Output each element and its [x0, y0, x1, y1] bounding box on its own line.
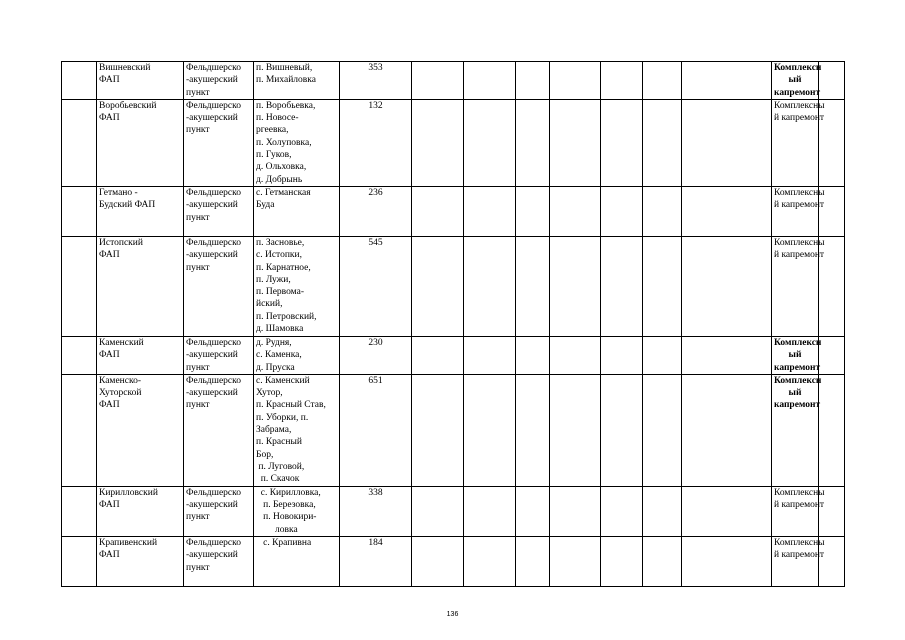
empty-cell — [464, 486, 516, 536]
empty-cell — [516, 374, 550, 486]
empty-cell — [516, 236, 550, 336]
index-cell — [62, 486, 97, 536]
empty-cell — [516, 537, 550, 587]
villages-cell — [254, 62, 340, 100]
page-number: 136 — [446, 611, 459, 618]
facility-type-cell-text: Фельдшерско -акушерский пункт — [186, 337, 242, 373]
empty-cell — [464, 336, 516, 374]
empty-cell — [464, 99, 516, 186]
work-type-cell-text: Комплексн ый капремонт — [774, 337, 822, 373]
empty-cell — [516, 486, 550, 536]
empty-cell — [601, 336, 643, 374]
table-row — [62, 374, 845, 486]
empty-cell — [643, 236, 682, 336]
population-cell — [340, 486, 412, 536]
empty-cell — [643, 336, 682, 374]
villages-cell-text: п. Воробьевка, п. Новосе- ргеевка, п. Холуповка, п. Гуков, д. Ольховка, д. Добрынь — [256, 100, 316, 185]
facility-type-cell — [184, 99, 254, 186]
empty-cell — [412, 186, 464, 236]
empty-cell — [643, 374, 682, 486]
empty-cell — [819, 336, 845, 374]
table-row — [62, 99, 845, 186]
empty-cell — [550, 374, 601, 486]
population-cell-text: 132 — [368, 100, 383, 111]
empty-cell — [412, 62, 464, 100]
villages-cell-text: д. Рудня, с. Каменка, д. Пруска — [256, 337, 302, 373]
empty-cell — [682, 336, 772, 374]
facility-type-cell-text: Фельдшерско -акушерский пункт — [186, 187, 242, 223]
population-cell — [340, 236, 412, 336]
empty-cell — [643, 186, 682, 236]
index-cell — [62, 186, 97, 236]
empty-cell — [550, 336, 601, 374]
facility-type-cell — [184, 236, 254, 336]
empty-cell — [516, 336, 550, 374]
facility-name-cell-text: Гетмано - Будский ФАП — [99, 187, 156, 211]
facility-type-cell — [184, 62, 254, 100]
villages-cell-text: п. Засновье, с. Истопки, п. Карнатное, п. Лужи, п. Первома- йский, п. Петровский, д. Шамовка — [256, 237, 317, 335]
villages-cell — [254, 99, 340, 186]
villages-cell — [254, 486, 340, 536]
work-type-cell-text: Комплексны й капремонт — [774, 187, 825, 211]
empty-cell — [601, 374, 643, 486]
population-cell-text: 236 — [368, 187, 383, 198]
facility-name-cell — [97, 236, 184, 336]
empty-cell — [412, 99, 464, 186]
facility-type-cell — [184, 186, 254, 236]
facility-type-cell — [184, 374, 254, 486]
empty-cell — [412, 486, 464, 536]
work-type-cell-text: Комплексн ый капремонт — [774, 375, 822, 411]
population-cell — [340, 186, 412, 236]
villages-cell — [254, 374, 340, 486]
fap-table — [61, 61, 845, 587]
empty-cell — [550, 99, 601, 186]
work-type-cell — [772, 62, 822, 100]
index-cell — [62, 236, 97, 336]
villages-cell-text: с. Каменский Хутор, п. Красный Став, п. Уборки, п. Забрама, п. Красный Бор, п. Луговой, п. Скачок — [256, 375, 326, 485]
empty-cell — [550, 486, 601, 536]
population-cell — [340, 374, 412, 486]
table-row — [62, 486, 845, 536]
facility-type-cell-text: Фельдшерско -акушерский пункт — [186, 487, 242, 523]
work-type-cell — [772, 236, 825, 336]
villages-cell — [254, 537, 340, 587]
index-cell — [62, 99, 97, 186]
empty-cell — [682, 486, 772, 536]
population-cell-text: 353 — [368, 63, 383, 73]
empty-cell — [516, 99, 550, 186]
table-row — [62, 62, 845, 100]
work-type-cell — [772, 186, 825, 236]
table-row — [62, 537, 845, 587]
work-type-cell — [772, 537, 825, 587]
facility-type-cell — [184, 486, 254, 536]
facility-name-cell — [97, 336, 184, 374]
empty-cell — [682, 62, 772, 100]
work-type-cell — [772, 374, 822, 486]
population-cell-text: 338 — [368, 487, 383, 498]
empty-cell — [601, 186, 643, 236]
facility-name-cell-text: Вишневский ФАП — [99, 63, 151, 86]
facility-name-cell — [97, 374, 184, 486]
empty-cell — [819, 62, 845, 100]
table-row — [62, 236, 845, 336]
empty-cell — [412, 336, 464, 374]
empty-cell — [464, 186, 516, 236]
empty-cell — [412, 374, 464, 486]
empty-cell — [601, 99, 643, 186]
facility-name-cell — [97, 99, 184, 186]
villages-cell — [254, 336, 340, 374]
empty-cell — [550, 62, 601, 100]
empty-cell — [464, 537, 516, 587]
facility-name-cell-text: Истопский ФАП — [99, 237, 143, 261]
work-type-cell — [772, 99, 825, 186]
empty-cell — [643, 486, 682, 536]
work-type-cell-text: Комплексн ый капремонт — [774, 63, 822, 98]
villages-cell-text: с. Крапивна — [256, 538, 312, 549]
population-cell-text: 184 — [368, 538, 383, 549]
empty-cell — [550, 186, 601, 236]
facility-name-cell-text: Кирилловский ФАП — [99, 487, 158, 511]
facility-name-cell — [97, 537, 184, 587]
table-row — [62, 336, 845, 374]
index-cell — [62, 336, 97, 374]
empty-cell — [464, 62, 516, 100]
villages-cell-text: п. Вишневый, п. Михайловка — [256, 63, 316, 86]
facility-name-cell-text: Каменско- Хуторской ФАП — [99, 375, 142, 411]
facility-name-cell-text: Каменский ФАП — [99, 337, 144, 361]
population-cell-text: 545 — [368, 237, 383, 248]
empty-cell — [516, 62, 550, 100]
empty-cell — [516, 186, 550, 236]
empty-cell — [643, 537, 682, 587]
index-cell — [62, 537, 97, 587]
empty-cell — [412, 537, 464, 587]
villages-cell-text: с. Кирилловка, п. Березовка, п. Новокири- ловка — [260, 487, 321, 535]
villages-cell-text: с. Гетманская Буда — [256, 187, 311, 211]
empty-cell — [643, 62, 682, 100]
facility-name-cell-text: Воробьевский ФАП — [99, 100, 157, 124]
population-cell-text: 230 — [368, 337, 383, 348]
facility-type-cell-text: Фельдшерско -акушерский пункт — [186, 63, 242, 98]
facility-type-cell-text: Фельдшерско -акушерский пункт — [186, 100, 242, 136]
empty-cell — [682, 374, 772, 486]
facility-name-cell — [97, 186, 184, 236]
facility-type-cell — [184, 537, 254, 587]
empty-cell — [550, 537, 601, 587]
empty-cell — [550, 236, 601, 336]
empty-cell — [682, 186, 772, 236]
facility-type-cell — [184, 336, 254, 374]
villages-cell — [254, 236, 340, 336]
empty-cell — [601, 537, 643, 587]
empty-cell — [682, 236, 772, 336]
empty-cell — [601, 236, 643, 336]
empty-cell — [601, 486, 643, 536]
index-cell — [62, 374, 97, 486]
work-type-cell-text: Комплексны й капремонт — [774, 100, 825, 124]
population-cell — [340, 99, 412, 186]
table-row — [62, 186, 845, 236]
empty-cell — [682, 99, 772, 186]
population-cell — [340, 537, 412, 587]
work-type-cell — [772, 336, 822, 374]
facility-name-cell — [97, 486, 184, 536]
population-cell-text: 651 — [368, 375, 383, 386]
population-cell — [340, 62, 412, 100]
empty-cell — [819, 374, 845, 486]
empty-cell — [643, 99, 682, 186]
facility-name-cell-text: Крапивенский ФАП — [99, 538, 158, 561]
work-type-cell-text: Комплексны й капремонт — [774, 538, 825, 561]
facility-type-cell-text: Фельдшерско -акушерский пункт — [186, 237, 242, 273]
population-cell — [340, 336, 412, 374]
facility-type-cell-text: Фельдшерско -акушерский пункт — [186, 375, 242, 411]
work-type-cell-text: Комплексны й капремонт — [774, 487, 825, 511]
empty-cell — [464, 374, 516, 486]
facility-name-cell — [97, 62, 184, 100]
empty-cell — [682, 537, 772, 587]
empty-cell — [464, 236, 516, 336]
work-type-cell-text: Комплексны й капремонт — [774, 237, 825, 261]
empty-cell — [412, 236, 464, 336]
villages-cell — [254, 186, 340, 236]
work-type-cell — [772, 486, 825, 536]
facility-type-cell-text: Фельдшерско -акушерский пункт — [186, 538, 242, 573]
empty-cell — [601, 62, 643, 100]
index-cell — [62, 62, 97, 100]
